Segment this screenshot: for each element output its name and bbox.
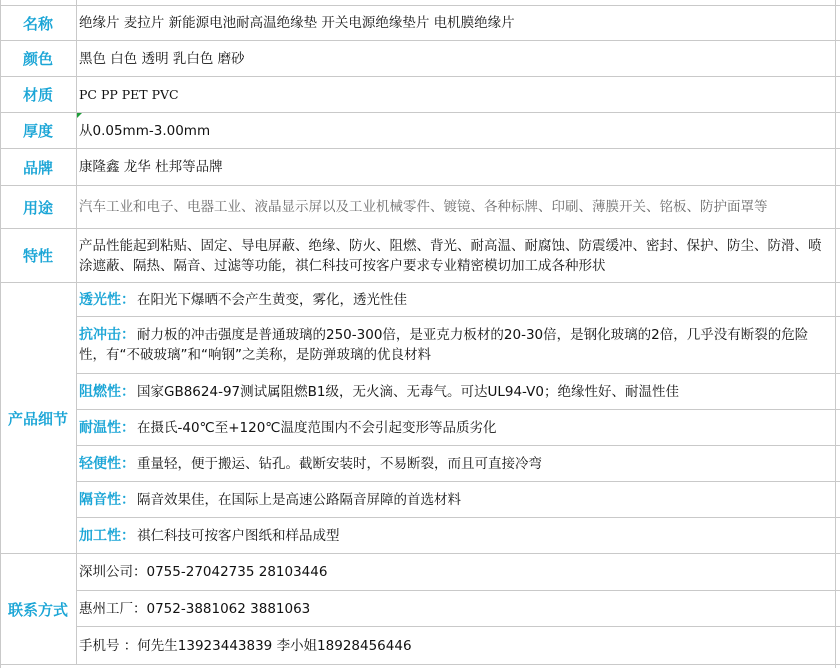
detail-key: 加工性： [79, 527, 135, 544]
detail-text: 在摄氏-40℃至+120℃温度范围内不会引起变形等品质劣化 [137, 419, 497, 436]
detail-text: 国家GB8624-97测试属阻燃B1级，无火滴、无毒气。可达UL94-V0；绝缘性好、耐温性佳 [137, 383, 679, 400]
detail-key: 透光性： [79, 291, 135, 308]
label-color: 颜色 [22, 50, 53, 68]
label-usage: 用途 [22, 198, 53, 217]
value-brand: 康隆鑫 龙华 杜邦等品牌 [79, 159, 223, 175]
label-material: 材质 [22, 86, 53, 104]
detail-text: 在阳光下爆晒不会产生黄变，雾化，透光性佳 [137, 291, 407, 308]
detail-text: 祺仁科技可按客户图纸和样品成型 [137, 527, 340, 544]
detail-row [79, 410, 834, 445]
contact-mobile: 手机号 ：何先生13923443839 李小姐18928456446 [79, 637, 412, 654]
detail-key: 阻燃性： [79, 383, 135, 400]
value-color: 黑色 白色 透明 乳白色 磨砂 [79, 50, 245, 67]
detail-text: 隔音效果佳，在国际上是高速公路隔音屏障的首选材料 [137, 491, 461, 508]
label-name: 名称 [22, 14, 53, 33]
value-feature [79, 229, 834, 282]
label-feature: 特性 [22, 247, 53, 265]
detail-key: 隔音性： [79, 491, 135, 508]
detail-text: 重量轻，便于搬运、钻孔。截断安装时，不易断裂，而且可直接冷弯 [137, 455, 542, 472]
label-thickness: 厚度 [22, 122, 53, 140]
label-brand: 品牌 [22, 158, 53, 177]
detail-row [79, 482, 834, 517]
detail-row [79, 518, 834, 553]
detail-row [79, 374, 834, 409]
value-usage: 汽车工业和电子、电器工业、液晶显示屏以及工业机械零件、镀镜、各种标牌、印刷、薄膜开关、铭板、防护面罩等 [79, 199, 768, 215]
label-details: 产品细节 [7, 409, 68, 428]
label-contact: 联系方式 [7, 600, 68, 619]
value-material: PC PP PET PVC [79, 86, 179, 102]
detail-key: 轻便性： [79, 455, 135, 472]
detail-row [79, 283, 834, 316]
detail-row [79, 317, 834, 373]
detail-text: 耐力板的冲击强度是普通玻璃的250-300倍，是亚克力板材的20-30倍，是钢化玻璃的2倍，几乎没有断裂的危险性，有“不破玻璃”和“响钢”之美称，是防弹玻璃的优良材料 [79, 327, 809, 363]
detail-row [79, 446, 834, 481]
contact-huizhou: 惠州工厂：0752-3881062 3881063 [79, 600, 311, 617]
contact-shenzhen: 深圳公司：0755-27042735 28103446 [79, 564, 328, 580]
value-name: 绝缘片 麦拉片 新能源电池耐高温绝缘垫 开关电源绝缘垫片 电机膜绝缘片 [79, 15, 515, 31]
feature-text: 产品性能起到粘贴、固定、导电屏蔽、绝缘、防火、阻燃、背光、耐高温、耐腐蚀、防震缓冲、密封、保护、防尘、防滑、喷涂遮蔽、隔热、隔音、过滤等功能，祺仁科技可按客户要求专业精密模切加工成各种形状 [79, 237, 822, 274]
detail-key: 耐温性： [79, 419, 135, 436]
detail-key: 抗冲击： [79, 327, 135, 343]
value-thickness: 从0.05mm-3.00mm [79, 122, 211, 139]
